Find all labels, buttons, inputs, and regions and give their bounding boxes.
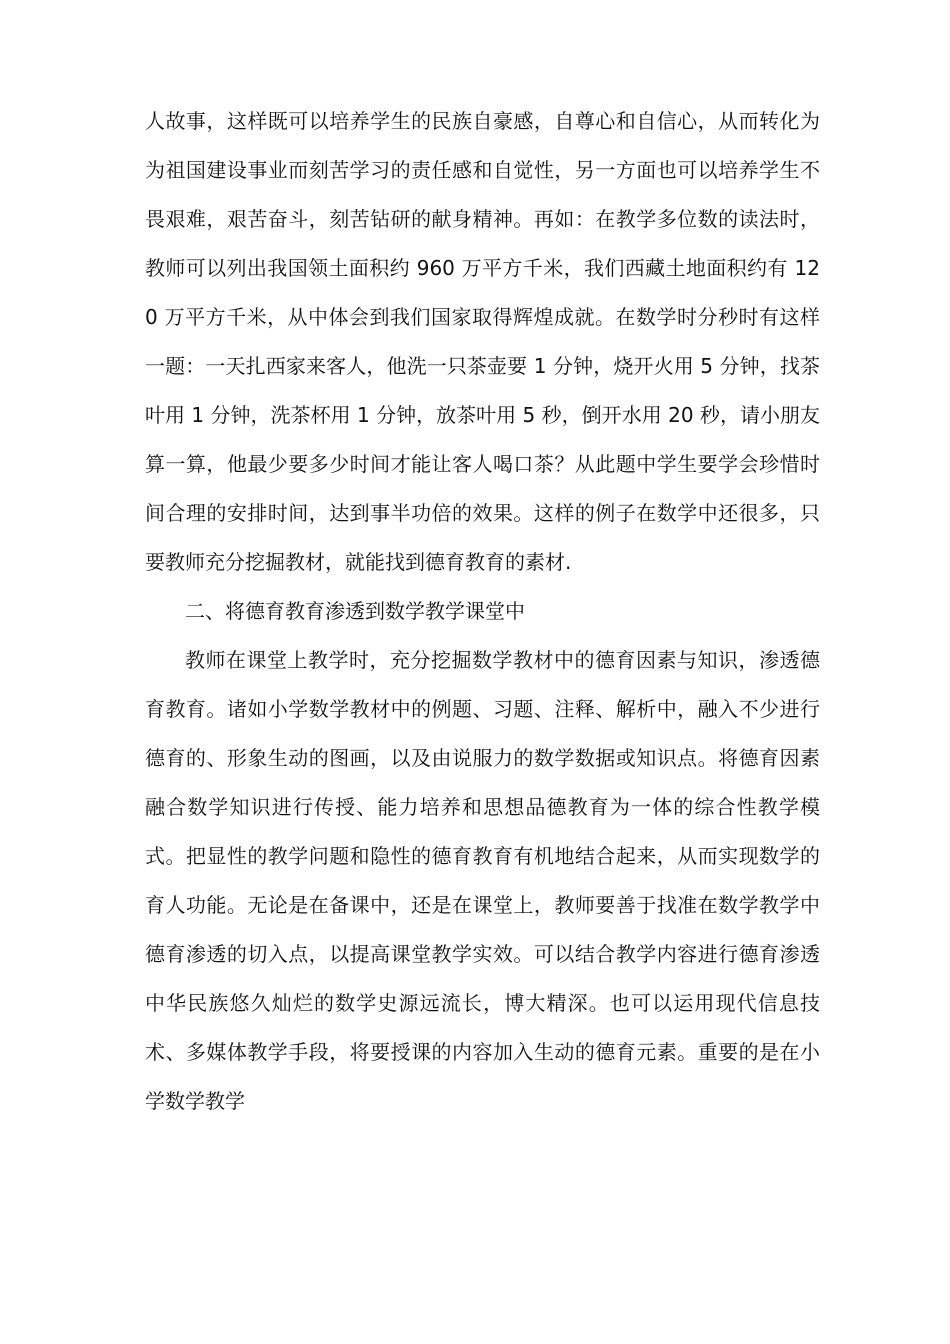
section-heading: 二、将德育教育渗透到数学教学课堂中 <box>185 599 525 623</box>
paragraph-continuation: 人故事，这样既可以培养学生的民族自豪感，自尊心和自信心，从而转化为为祖国建设事业而刻苦学习的责任感和自觉性，另一方面也可以培养学生不畏艰难，艰苦奋斗，刻苦钻研的献身精神。再如：在教学多位数的读法时，教师可以列出我国领土面积约 960 万平方千米，我们西藏土地面积约有 120 万平方千米，从中体会到我们国家取得辉煌成就。在数学时分秒时有这样一题：一天扎西家来客人，他洗一只茶壶要 1 分钟，烧开火用 5 分钟，找茶叶用 1 分钟，洗茶杯用 1 分钟，放茶叶用 5 秒，倒开水用 20 秒，请小朋友算一算，他最少要多少时间才能让客人喝口茶？从此题中学生要学会珍惜时间合理的安排时间，达到事半功倍的效果。这样的例子在数学中还很多，只要教师充分挖掘教材，就能找到德育教育的素材. <box>145 109 820 574</box>
document-page <box>145 97 820 1126</box>
paragraph-body: 教师在课堂上教学时，充分挖掘数学教材中的德育因素与知识，渗透德育教育。诸如小学数学教材中的例题、习题、注释、解析中，融入不少进行德育的、形象生动的图画，以及由说服力的数学数据或知识点。将德育因素融合数学知识进行传授、能力培养和思想品德教育为一体的综合性教学模式。把显性的教学问题和隐性的德育教育有机地结合起来，从而实现数学的育人功能。无论是在备课中，还是在课堂上，教师要善于找准在数学教学中德育渗透的切入点，以提高课堂教学实效。可以结合教学内容进行德育渗透中华民族悠久灿烂的数学史源远流长，博大精深。也可以运用现代信息技术、多媒体教学手段，将要授课的内容加入生动的德育元素。重要的是在小学数学教学 <box>145 648 820 1113</box>
